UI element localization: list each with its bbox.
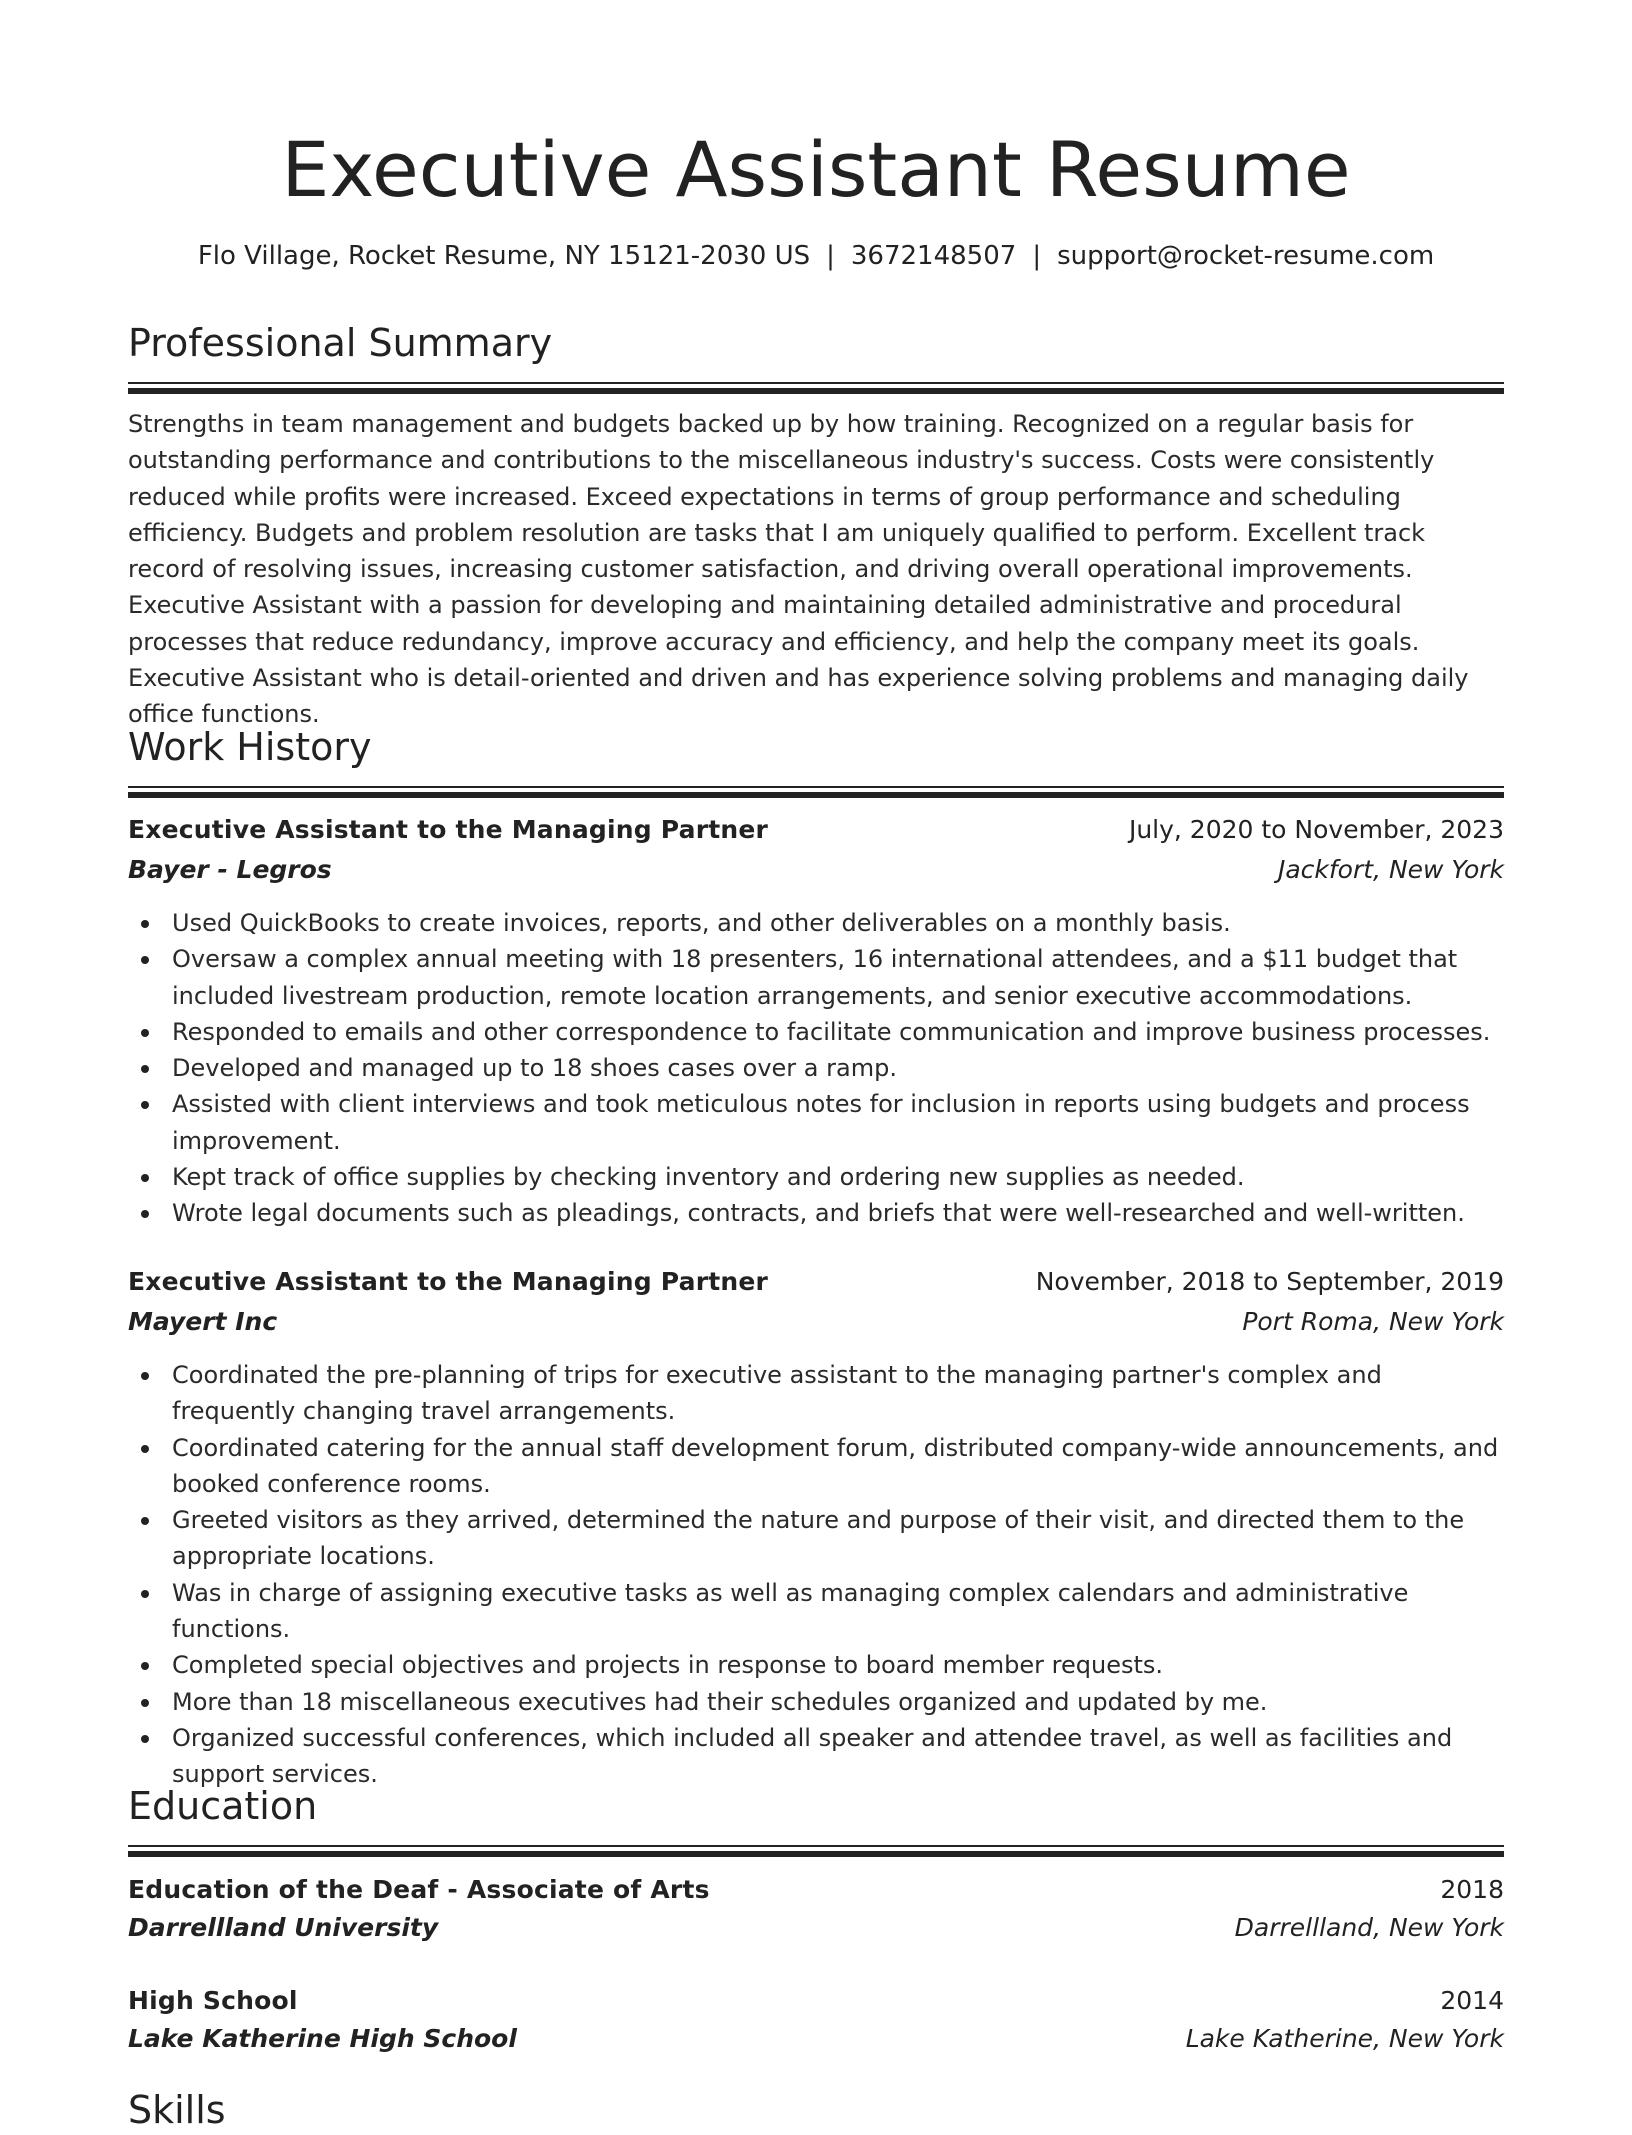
education-location: Lake Katherine, New York (1185, 2024, 1504, 2053)
education-subheader (128, 1909, 1504, 1947)
education-header (128, 1871, 1504, 1909)
contact-separator: | (826, 241, 835, 271)
resume-title: Executive Assistant Resume (281, 125, 1351, 214)
job-dates: November, 2018 to September, 2019 (1035, 1267, 1504, 1296)
job-bullet: Oversaw a complex annual meeting with 18 presenters, 16 international attendees, and a $11 budget that included livestream production, remote location arrangements, and senior executive accommodations. (172, 941, 1504, 1014)
education-header (128, 1982, 1504, 2020)
education-degree: High School (128, 1986, 298, 2015)
job-bullet-list (128, 1357, 1504, 1793)
education-school: Lake Katherine High School (128, 2024, 517, 2053)
section-divider (128, 786, 1504, 798)
summary-section-header (128, 318, 1504, 394)
job-bullet: Organized successful conferences, which included all speaker and attendee travel, as well as facilities and support services. (172, 1720, 1504, 1793)
job-location: Port Roma, New York (1242, 1307, 1504, 1336)
summary-text: Strengths in team management and budgets backed up by how training. Recognized on a regular basis for outstanding performance and contributions to the miscellaneous industry's success. Costs were consistently reduced while profits were increased. Exceed expectations in terms of group performance and scheduling efficiency. Budgets and problem resolution are tasks that I am uniquely qualified to perform. Excellent track record of resolving issues, increasing customer satisfaction, and driving overall operational improvements. Executive Assistant with a passion for developing and maintaining detailed administrative and procedural processes that reduce redundancy, improve accuracy and efficiency, and help the company meet its goals. Executive Assistant who is detail-oriented and driven and has experience solving problems and managing daily office functions. (128, 410, 1469, 729)
contact-line (128, 238, 1504, 274)
skills-section-header (128, 2085, 1504, 2135)
education-school: Darrellland University (128, 1913, 439, 1942)
job-bullet: Used QuickBooks to create invoices, reports, and other deliverables on a monthly basis. (172, 905, 1504, 941)
contact-address: Flo Village, Rocket Resume, NY 15121-2030 US (197, 241, 811, 271)
job-bullet: Assisted with client interviews and took meticulous notes for inclusion in reports using budgets and process improvement. (172, 1086, 1504, 1159)
job-bullet: Kept track of office supplies by checking inventory and ordering new supplies as needed. (172, 1159, 1504, 1195)
job-title: Executive Assistant to the Managing Partner (128, 1267, 769, 1296)
work-history-heading: Work History (128, 725, 372, 769)
job-bullet: Coordinated the pre-planning of trips for executive assistant to the managing partner's complex and frequently changing travel arrangements. (172, 1357, 1504, 1430)
education-year: 2014 (1440, 1986, 1504, 2015)
job-company: Bayer - Legros (128, 855, 332, 884)
job-bullet-list (128, 905, 1504, 1232)
job-bullet: More than 18 miscellaneous executives had their schedules organized and updated by me. (172, 1684, 1504, 1720)
education-section-header (128, 1781, 1504, 1857)
contact-phone: 3672148507 (850, 241, 1017, 271)
job-bullet: Greeted visitors as they arrived, determined the nature and purpose of their visit, and directed them to the appropriate locations. (172, 1502, 1504, 1575)
skills-heading: Skills (128, 2088, 226, 2132)
summary-heading: Professional Summary (128, 321, 553, 365)
job-subheader (128, 851, 1504, 889)
contact-separator: | (1032, 241, 1042, 271)
job-header (128, 811, 1504, 849)
job-bullet: Coordinated catering for the annual staff development forum, distributed company-wide announcements, and booked conference rooms. (172, 1430, 1504, 1503)
job-bullet: Completed special objectives and projects in response to board member requests. (172, 1647, 1504, 1683)
job-title: Executive Assistant to the Managing Partner (128, 815, 769, 844)
contact-email[interactable]: support@rocket-resume.com (1057, 241, 1435, 271)
job-bullet: Wrote legal documents such as pleadings, contracts, and briefs that were well-researched and well-written. (172, 1195, 1504, 1231)
job-header (128, 1263, 1504, 1301)
education-heading: Education (128, 1784, 318, 1828)
job-company: Mayert Inc (128, 1307, 278, 1336)
section-divider (128, 382, 1504, 394)
work-history-section-header (128, 722, 1504, 798)
education-year: 2018 (1440, 1875, 1504, 1904)
job-location: Jackfort, New York (1277, 855, 1504, 884)
education-degree: Education of the Deaf - Associate of Arts (128, 1875, 710, 1904)
job-bullet: Responded to emails and other correspondence to facilitate communication and improve business processes. (172, 1014, 1504, 1050)
section-divider (128, 1845, 1504, 1857)
job-dates: July, 2020 to November, 2023 (1128, 815, 1504, 844)
education-subheader (128, 2020, 1504, 2058)
job-bullet: Was in charge of assigning executive tasks as well as managing complex calendars and administrative functions. (172, 1575, 1504, 1648)
job-bullet: Developed and managed up to 18 shoes cases over a ramp. (172, 1050, 1504, 1086)
education-location: Darrellland, New York (1234, 1913, 1504, 1942)
job-subheader (128, 1303, 1504, 1341)
